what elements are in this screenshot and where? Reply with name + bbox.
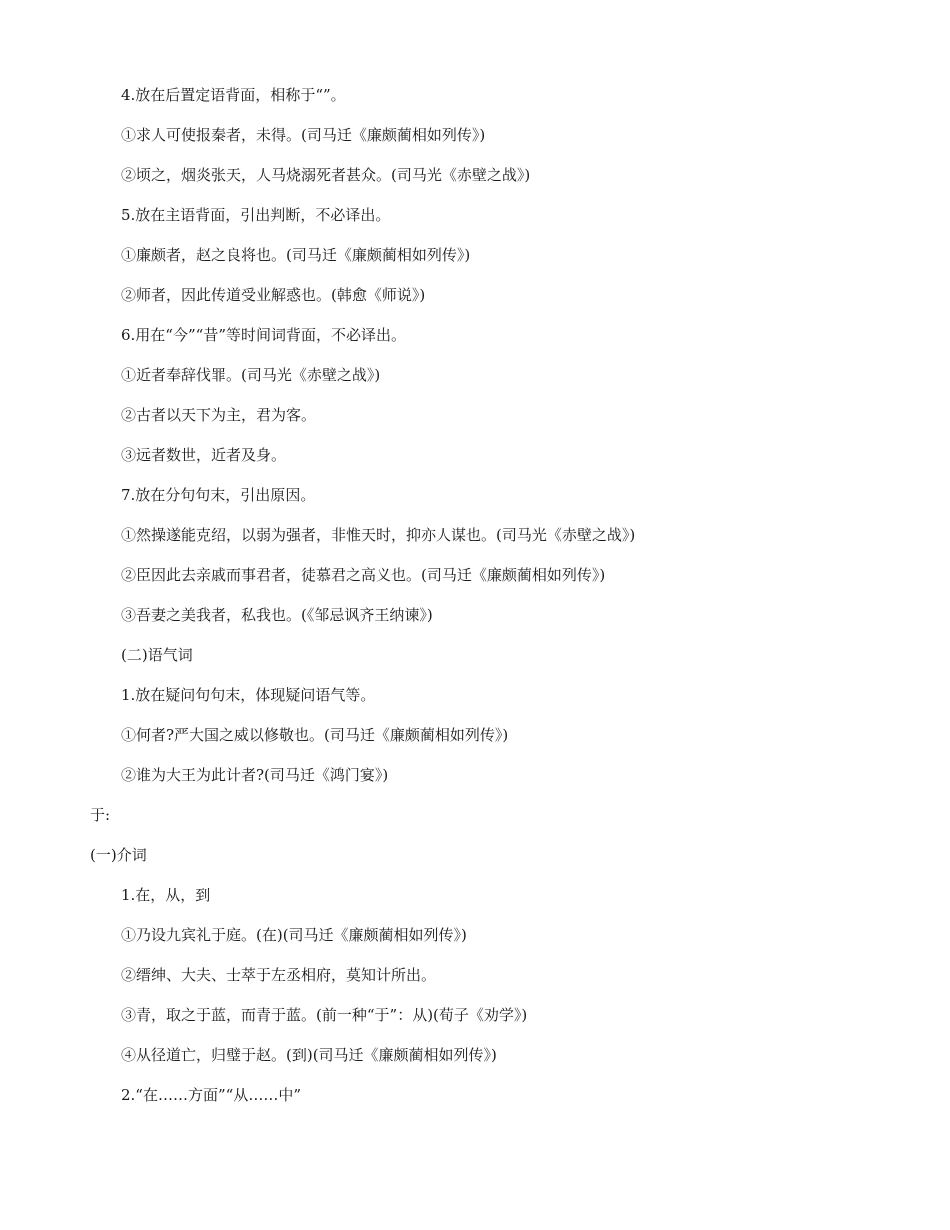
text-line: ①乃设九宾礼于庭。(在)(司马迁《廉颇蔺相如列传》) bbox=[121, 926, 467, 944]
text-line: 4.放在后置定语背面，相称于“”。 bbox=[121, 86, 346, 104]
text-line: ③远者数世，近者及身。 bbox=[121, 446, 287, 464]
text-line: 2.“在……方面”“从……中” bbox=[121, 1086, 301, 1104]
text-line: ①然操遂能克绍，以弱为强者，非惟天时，抑亦人谋也。(司马光《赤壁之战》) bbox=[121, 526, 636, 544]
text-line: 5.放在主语背面，引出判断，不必译出。 bbox=[121, 206, 391, 224]
text-line: ①廉颇者，赵之良将也。(司马迁《廉颇蔺相如列传》) bbox=[121, 246, 471, 264]
text-line: 7.放在分句句末，引出原因。 bbox=[121, 486, 316, 504]
term-heading: 于: bbox=[90, 806, 111, 824]
text-line: ②臣因此去亲戚而事君者，徒慕君之高义也。(司马迁《廉颇蔺相如列传》) bbox=[121, 566, 606, 584]
text-line: ③青，取之于蓝，而青于蓝。(前一种“于”：从)(荀子《劝学》) bbox=[121, 1006, 528, 1024]
text-line: ①求人可使报秦者，未得。(司马迁《廉颇蔺相如列传》) bbox=[121, 126, 486, 144]
section-heading: (二)语气词 bbox=[121, 646, 193, 664]
section-heading: (一)介词 bbox=[90, 846, 147, 864]
text-line: 1.放在疑问句句末，体现疑问语气等。 bbox=[121, 686, 376, 704]
text-line: ②谁为大王为此计者?(司马迁《鸿门宴》) bbox=[121, 766, 389, 784]
text-line: 1.在，从，到 bbox=[121, 886, 211, 904]
text-line: ④从径道亡，归璧于赵。(到)(司马迁《廉颇蔺相如列传》) bbox=[121, 1046, 497, 1064]
text-line: ②师者，因此传道受业解惑也。(韩愈《师说》) bbox=[121, 286, 426, 304]
text-line: 6.用在“今”“昔”等时间词背面，不必译出。 bbox=[121, 326, 406, 344]
text-line: ③吾妻之美我者，私我也。(《邹忌讽齐王纳谏》) bbox=[121, 606, 433, 624]
text-line: ①何者?严大国之威以修敬也。(司马迁《廉颇蔺相如列传》) bbox=[121, 726, 509, 744]
text-line: ①近者奉辞伐罪。(司马光《赤壁之战》) bbox=[121, 366, 381, 384]
text-line: ②顷之，烟炎张天，人马烧溺死者甚众。(司马光《赤壁之战》) bbox=[121, 166, 531, 184]
text-line: ②古者以天下为主，君为客。 bbox=[121, 406, 317, 424]
document-body bbox=[0, 80, 950, 1120]
text-line: ②缙绅、大夫、士萃于左丞相府，莫知计所出。 bbox=[121, 966, 437, 984]
